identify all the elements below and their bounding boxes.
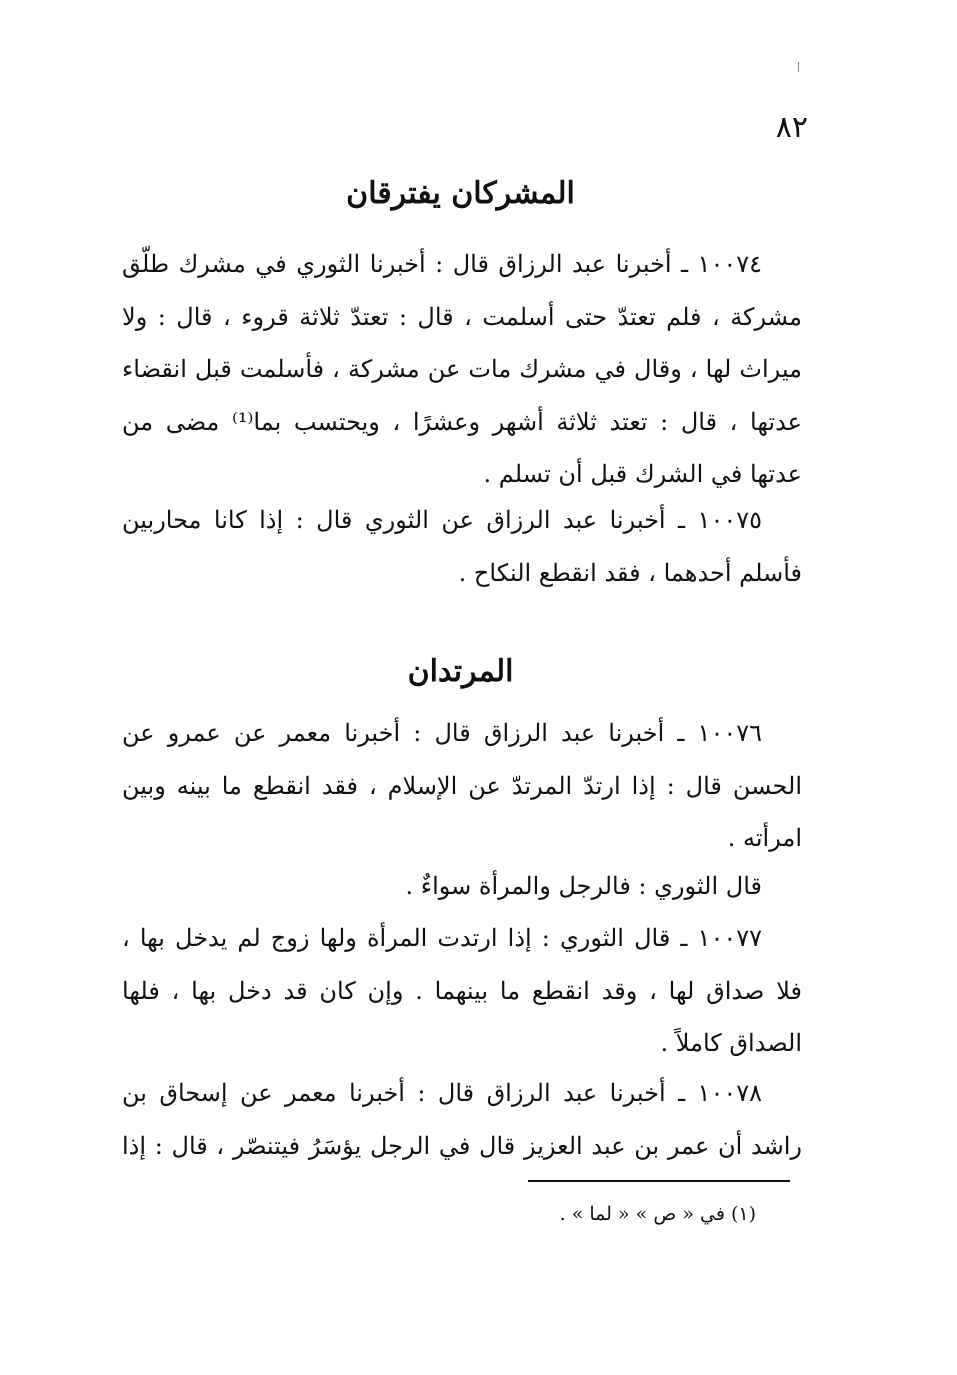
- scan-speck: [798, 62, 799, 72]
- text-line: قال الثوري : فالرجل والمرأة سواءٌ .: [405, 872, 762, 900]
- page-number: ٨٢: [775, 110, 808, 145]
- text-line: مشركة ، فلم تعتدّ حتى أسلمت ، قال : تعتدّ ثلاثة قروء ، قال : ولا: [122, 302, 802, 331]
- section-heading-murtaddan: المرتدان: [407, 654, 514, 689]
- hadith-10078: [122, 1067, 802, 1172]
- text-line: فأسلم أحدهما ، فقد انقطع النكاح .: [458, 558, 802, 587]
- hadith-10074: [122, 238, 802, 501]
- hadith-10075: [122, 494, 802, 599]
- text-line: امرأته .: [727, 824, 802, 853]
- thawri-note: [122, 860, 802, 913]
- text-line: ميراث لها ، وقال في مشرك مات عن مشركة ، فأسلمت قبل انقضاء: [122, 355, 802, 384]
- hadith-10076: [122, 707, 802, 865]
- text-line: عدتها في الشرك قبل أن تسلم .: [483, 460, 802, 489]
- section-heading-mushrikan: المشركان يفترقان: [346, 176, 575, 211]
- text-line: فلا صداق لها ، وقد انقطع ما بينهما . وإن كان قد دخل بها ، فلها: [122, 976, 802, 1005]
- text-line: عدتها ، قال : تعتد ثلاثة أشهر وعشرًا ، ويحتسب بما⁽¹⁾ مضى من: [122, 407, 802, 436]
- text-line: ١٠٠٧٧ ـ قال الثوري : إذا ارتدت المرأة ولها زوج لم يدخل بها ،: [122, 924, 762, 952]
- text-line: ١٠٠٧٤ ـ أخبرنا عبد الرزاق قال : أخبرنا الثوري في مشرك طلّق: [122, 250, 762, 278]
- footnote-separator: [528, 1180, 790, 1182]
- text-line: راشد أن عمر بن عبد العزيز قال في الرجل يؤسَرُ فيتنصّر ، قال : إذا: [122, 1131, 802, 1160]
- text-line: ١٠٠٧٨ ـ أخبرنا عبد الرزاق قال : أخبرنا معمر عن إسحاق بن: [122, 1079, 762, 1107]
- text-line: الحسن قال : إذا ارتدّ المرتدّ عن الإسلام ، فقد انقطع ما بينه وبين: [122, 771, 802, 800]
- hadith-10077: [122, 912, 802, 1070]
- text-line: ١٠٠٧٥ ـ أخبرنا عبد الرزاق عن الثوري قال : إذا كانا محاربين: [122, 506, 762, 534]
- text-line: ١٠٠٧٦ ـ أخبرنا عبد الرزاق قال : أخبرنا معمر عن عمرو عن: [122, 719, 762, 747]
- footnote-1: (١) في « ص » « لما » .: [559, 1203, 756, 1225]
- text-line: الصداق كاملاً .: [660, 1029, 802, 1058]
